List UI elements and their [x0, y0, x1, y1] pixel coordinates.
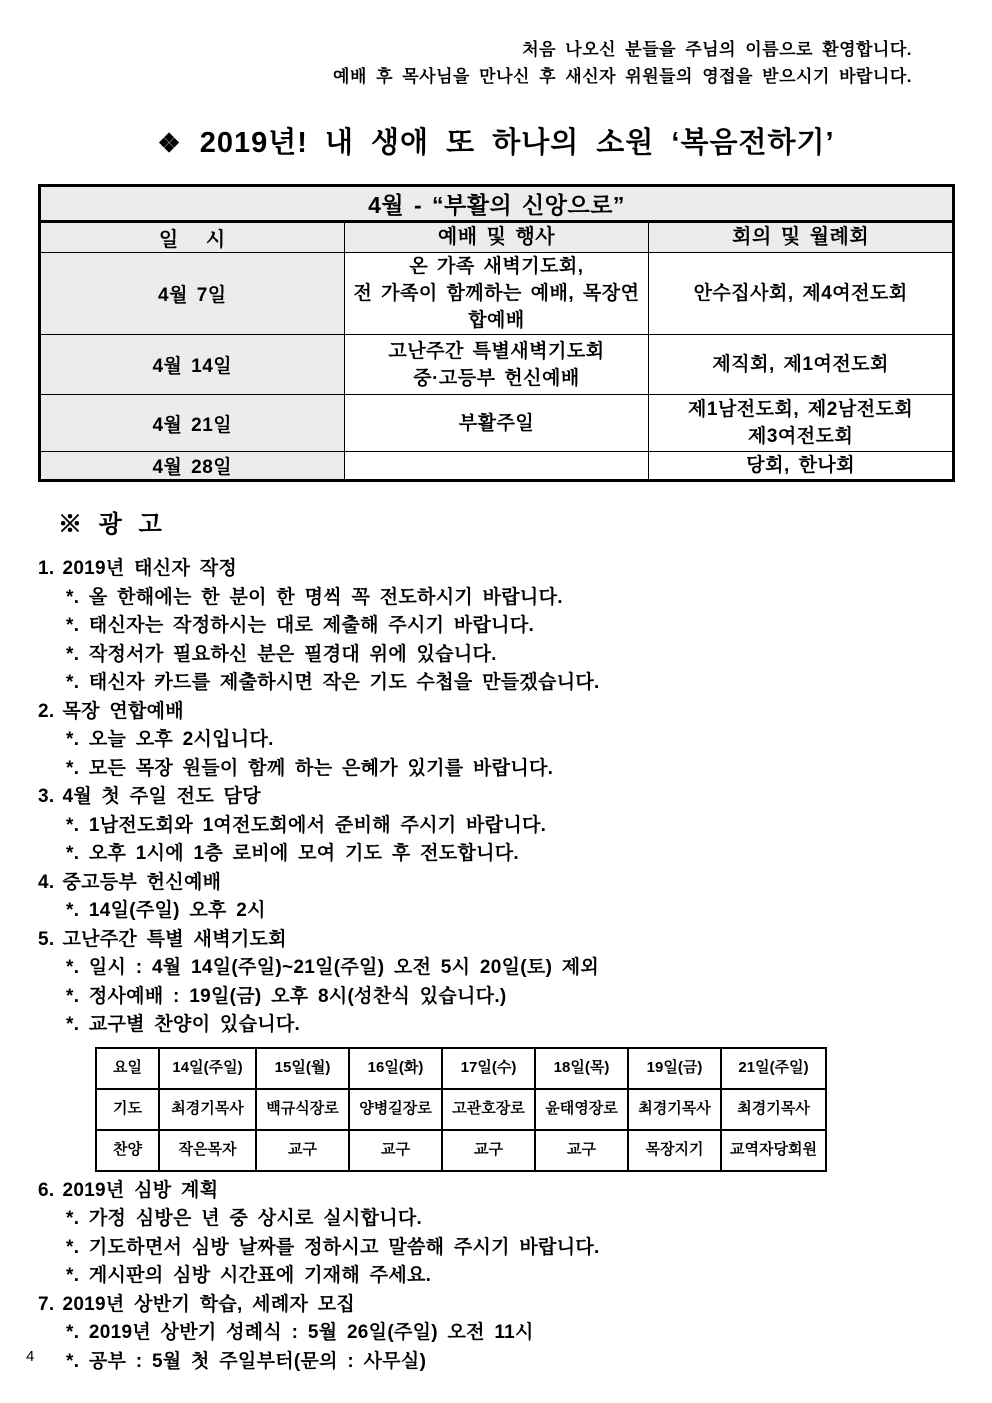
schedule-header-row: [40, 222, 954, 253]
worship-line: 온 가족 새벽기도회,: [409, 256, 584, 277]
worship-cell: [344, 452, 649, 481]
duty-cell: 윤태영장로: [535, 1089, 628, 1130]
duty-cell: 17일(수): [442, 1048, 535, 1089]
duty-cell: 교구: [442, 1130, 535, 1171]
duty-cell: 교구: [256, 1130, 349, 1171]
item-title: [38, 783, 992, 812]
item-title: [38, 1177, 992, 1206]
duty-cell: 요일: [96, 1048, 159, 1089]
meeting-cell: [649, 395, 954, 452]
item-bullet: *. 작정서가 필요하신 분은 필경대 위에 있습니다.: [66, 643, 497, 665]
worship-line: 고난주간 특별새벽기도회: [388, 340, 605, 362]
worship-line: 중·고등부 헌신예배: [413, 367, 580, 389]
item-bullet: *. 1남전도회와 1여전도회에서 준비해 주시기 바랍니다.: [66, 814, 547, 836]
item-number: 2.: [38, 700, 55, 722]
duty-cell: 고관호장로: [442, 1089, 535, 1130]
item-bullet: *. 정사예배 : 19일(금) 오후 8시(성찬식 있습니다.): [66, 985, 507, 1007]
duty-cell: 18일(목): [535, 1048, 628, 1089]
item-title: [38, 555, 992, 584]
meeting-line: 제1남전도회, 제2남전도회: [688, 399, 914, 420]
list-item: [0, 698, 992, 784]
date-cell: 4월 7일: [40, 253, 345, 335]
list-item: [0, 1177, 992, 1291]
item-title: [38, 698, 992, 727]
duty-cell: 최경기목사: [628, 1089, 721, 1130]
welcome-line-2: 예배 후 목사님을 만나신 후 새신자 위원들의 영접을 받으시기 바랍니다.: [333, 67, 912, 86]
item-number: 4.: [38, 871, 55, 893]
schedule-table-title: 4월 - “부활의 신앙으로”: [40, 186, 954, 222]
worship-cell: [344, 253, 649, 335]
duty-cell: 교구: [349, 1130, 442, 1171]
notice-list: [0, 555, 992, 1376]
item-bullet: *. 올 한해에는 한 분이 한 명씩 꼭 전도하시기 바랍니다.: [66, 586, 563, 608]
duty-cell: 16일(화): [349, 1048, 442, 1089]
item-bullet: *. 기도하면서 심방 날짜를 정하시고 말씀해 주시기 바랍니다.: [66, 1236, 600, 1258]
item-bullet: *. 14일(주일) 오후 2시: [66, 900, 266, 921]
col-header-date: 일 시: [40, 222, 345, 253]
list-item: [0, 869, 992, 926]
item-title-text: 중고등부 헌신예배: [62, 871, 222, 893]
diamond-icon: ❖: [157, 128, 182, 158]
duty-cell: 작은목자: [159, 1130, 256, 1171]
duty-cell: 교구: [535, 1130, 628, 1171]
item-title-text: 목장 연합예배: [62, 700, 184, 722]
duty-header-row: [96, 1048, 826, 1089]
item-number: 6.: [38, 1179, 55, 1201]
page-title: [0, 120, 992, 161]
item-bullet: *. 모든 목장 원들이 함께 하는 은혜가 있기를 바랍니다.: [66, 757, 554, 779]
item-bullet: *. 오늘 오후 2시입니다.: [66, 729, 274, 750]
item-bullet: *. 오후 1시에 1층 로비에 모여 기도 후 전도합니다.: [66, 843, 519, 864]
date-cell: 4월 21일: [40, 395, 345, 452]
meeting-line: 제3여전도회: [747, 426, 854, 447]
item-title-text: 고난주간 특별 새벽기도회: [62, 928, 287, 950]
item-title-text: 4월 첫 주일 전도 담당: [62, 786, 261, 807]
item-number: 3.: [38, 786, 55, 807]
item-bullet: *. 태신자 카드를 제출하시면 작은 기도 수첩을 만들겠습니다.: [66, 672, 600, 693]
schedule-title-row: [40, 186, 954, 222]
col-header-worship: 예배 및 행사: [344, 222, 649, 253]
item-number: 5.: [38, 928, 55, 950]
duty-cell: 15일(월): [256, 1048, 349, 1089]
item-bullet: *. 2019년 상반기 성례식 : 5월 26일(주일) 오전 11시: [66, 1322, 534, 1343]
worship-line: 전 가족이 함께하는 예배, 목장연합예배: [353, 283, 640, 331]
item-bullet: *. 가정 심방은 년 중 상시로 실시합니다.: [66, 1208, 423, 1229]
meeting-cell: 제직회, 제1여전도회: [649, 335, 954, 395]
col-header-meeting: 회의 및 월례회: [649, 222, 954, 253]
duty-cell: 찬양: [96, 1130, 159, 1171]
meeting-cell: 당회, 한나회: [649, 452, 954, 481]
table-row: [40, 395, 954, 452]
duty-cell: 양병길장로: [349, 1089, 442, 1130]
duty-praise-row: [96, 1130, 826, 1171]
list-item: [0, 783, 992, 869]
duty-cell: 19일(금): [628, 1048, 721, 1089]
item-title-text: 2019년 심방 계획: [62, 1179, 219, 1201]
duty-cell: 21일(주일): [721, 1048, 826, 1089]
list-item: [0, 926, 992, 1040]
duty-cell: 교역자당회원: [721, 1130, 826, 1171]
duty-prayer-row: [96, 1089, 826, 1130]
item-title: [38, 869, 992, 898]
page-title-text: 2019년! 내 생애 또 하나의 소원 ‘복음전하기’: [199, 127, 835, 159]
duty-cell: 최경기목사: [721, 1089, 826, 1130]
list-item: [0, 555, 992, 698]
table-row: [40, 253, 954, 335]
table-row: [40, 452, 954, 481]
duty-cell: 백규식장로: [256, 1089, 349, 1130]
item-title: [38, 1291, 992, 1320]
item-bullet: *. 교구별 찬양이 있습니다.: [66, 1014, 301, 1035]
item-title-text: 2019년 상반기 학습, 세례자 모집: [62, 1293, 356, 1315]
item-title: [38, 926, 992, 955]
worship-cell: [344, 335, 649, 395]
item-number: 7.: [38, 1293, 55, 1315]
item-bullet: *. 태신자는 작정하시는 대로 제출해 주시기 바랍니다.: [66, 615, 535, 636]
page-number: 4: [26, 1348, 35, 1365]
duty-cell: 14일(주일): [159, 1048, 256, 1089]
welcome-line-1: 처음 나오신 분들을 주님의 이름으로 환영합니다.: [522, 40, 912, 59]
date-cell: 4월 14일: [40, 335, 345, 395]
meeting-cell: 안수집사회, 제4여전도회: [649, 253, 954, 335]
list-item: [0, 1291, 992, 1377]
table-row: [40, 335, 954, 395]
daily-duty-table: [95, 1047, 827, 1172]
item-number: 1.: [38, 558, 55, 579]
monthly-schedule-table: [38, 184, 955, 482]
duty-cell: 목장지기: [628, 1130, 721, 1171]
notice-heading: ※ 광 고: [58, 511, 164, 538]
worship-cell: 부활주일: [344, 395, 649, 452]
date-cell: 4월 28일: [40, 452, 345, 481]
welcome-header: [0, 0, 992, 90]
item-bullet: *. 일시 : 4월 14일(주일)~21일(주일) 오전 5시 20일(토) 제외: [66, 957, 600, 978]
item-bullet: *. 공부 : 5월 첫 주일부터(문의 : 사무실): [66, 1350, 427, 1372]
item-bullet: *. 게시판의 심방 시간표에 기재해 주세요.: [66, 1265, 432, 1286]
duty-cell: 기도: [96, 1089, 159, 1130]
item-title-text: 2019년 태신자 작정: [62, 558, 238, 579]
duty-cell: 최경기목사: [159, 1089, 256, 1130]
